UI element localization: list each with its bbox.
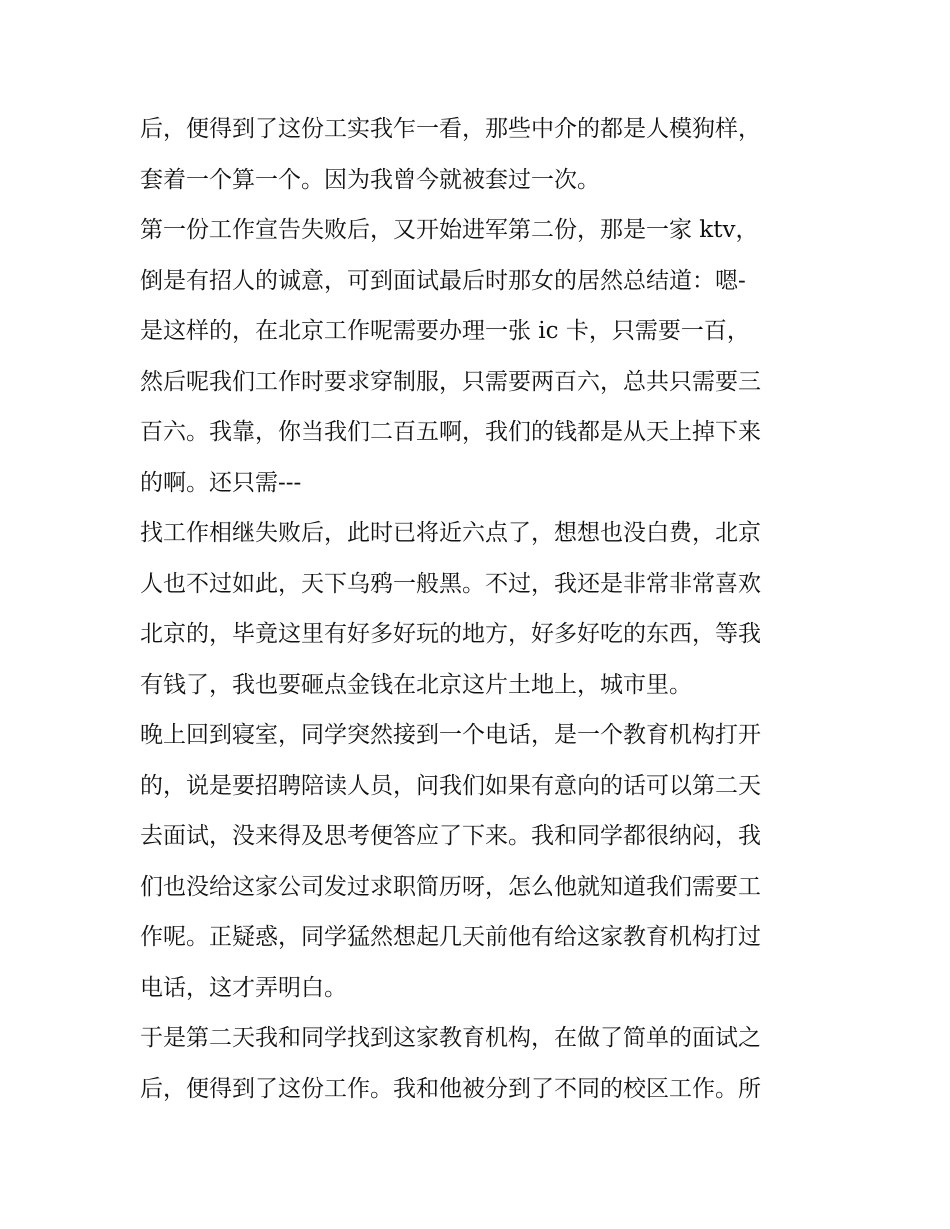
text-line: 第一份工作宣告失败后，又开始进军第二份，那是一家 ktv， bbox=[140, 217, 759, 243]
text-line: 套着一个算一个。因为我曾今就被套过一次。 bbox=[140, 166, 600, 193]
text-line: 人也不过如此，天下乌鸦一般黑。不过，我还是非常非常喜欢 bbox=[140, 570, 761, 597]
paragraph-4 bbox=[140, 710, 812, 1013]
text-line: 作呢。正疑惑，同学猛然想起几天前他有给这家教育机构打过 bbox=[140, 924, 761, 950]
document-body bbox=[140, 104, 812, 1114]
text-line: 后，便得到了这份工实我乍一看，那些中介的都是人模狗样， bbox=[140, 116, 761, 142]
text-line: 的，说是要招聘陪读人员，问我们如果有意向的话可以第二天 bbox=[140, 772, 761, 799]
paragraph-1 bbox=[140, 104, 812, 205]
paragraph-5 bbox=[140, 1013, 812, 1114]
text-line: 然后呢我们工作时要求穿制服，只需要两百六，总共只需要三 bbox=[140, 368, 761, 395]
text-line: 晚上回到寝室，同学突然接到一个电话，是一个教育机构打开 bbox=[140, 722, 761, 748]
text-line: 电话，这才弄明白。 bbox=[140, 974, 347, 1001]
paragraph-2 bbox=[140, 205, 812, 508]
text-line: 倒是有招人的诚意，可到面试最后时那女的居然总结道：嗯- bbox=[140, 267, 746, 294]
text-line: 去面试，没来得及思考便答应了下来。我和同学都很纳闷，我 bbox=[140, 823, 761, 849]
text-line: 北京的，毕竟这里有好多好玩的地方，好多好吃的东西，等我 bbox=[140, 621, 761, 647]
text-line: 是这样的，在北京工作呢需要办理一张 ic 卡，只需要一百， bbox=[140, 318, 750, 344]
text-line: 找工作相继失败后，此时已将近六点了，想想也没白费，北京 bbox=[140, 520, 761, 546]
text-line: 百六。我靠，你当我们二百五啊，我们的钱都是从天上掉下来 bbox=[140, 419, 761, 445]
text-line: 于是第二天我和同学找到这家教育机构，在做了简单的面试之 bbox=[140, 1025, 761, 1051]
text-line: 们也没给这家公司发过求职简历呀，怎么他就知道我们需要工 bbox=[140, 873, 761, 900]
text-line: 的啊。还只需--- bbox=[140, 469, 302, 496]
text-line: 后，便得到了这份工作。我和他被分到了不同的校区工作。所 bbox=[140, 1075, 761, 1102]
paragraph-3 bbox=[140, 508, 812, 710]
text-line: 有钱了，我也要砸点金钱在北京这片土地上，城市里。 bbox=[140, 671, 692, 698]
